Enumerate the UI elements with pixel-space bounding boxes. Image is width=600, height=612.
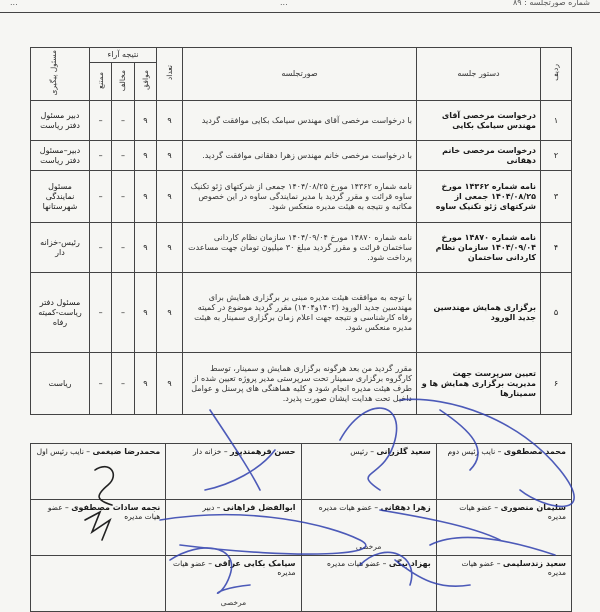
row-agenda: نامه شماره ۱۴۳۶۲ مورخ ۱۴۰۴/۰۸/۲۵ جمعی از شرکتهای ژئو تکنیک ساوه <box>417 171 541 223</box>
row-disagree: – <box>112 223 134 273</box>
row-agree: ۹ <box>134 101 156 141</box>
row-agenda: برگزاری همایش مهندسین جدید الورود <box>417 273 541 353</box>
row-result: نامه شماره ۱۴۳۶۲ مورخ ۱۴۰۴/۰۸/۲۵ جمعی از شرکتهای ژئو تکنیک ساوه قرائت و مقرر گردید با مدیر نمایندگی ساوه در این خصوص مکاتبه و نتیجه به هیئت مدیره منعکس شود. <box>183 171 417 223</box>
row-disagree: – <box>112 101 134 141</box>
row-disagree: – <box>112 171 134 223</box>
signature-cell: سیامک بکایی عراقی – عضو هیات مدیره مرخصی <box>166 556 301 612</box>
row-agree: ۹ <box>134 273 156 353</box>
table-row <box>31 223 572 273</box>
col-agree-header: موافق <box>134 63 156 101</box>
row-agenda: درخواست مرخصی آقای مهندس سیامک بکایی <box>417 101 541 141</box>
row-responsible: ریاست <box>31 353 90 415</box>
signatures-table <box>30 443 572 612</box>
table-row <box>31 353 572 415</box>
row-index: ۳ <box>541 171 572 223</box>
row-responsible: مسئول دفتر ریاست-کمیته رفاه <box>31 273 90 353</box>
row-index: ۴ <box>541 223 572 273</box>
col-agenda-header: دستور جلسه <box>417 48 541 101</box>
header-date: ... <box>280 0 288 7</box>
table-row <box>31 171 572 223</box>
row-index: ۶ <box>541 353 572 415</box>
row-abstain: – <box>90 171 112 223</box>
row-agenda: تعیین سرپرست جهت مدیریت برگزاری همایش ها و سمینارها <box>417 353 541 415</box>
row-abstain: – <box>90 273 112 353</box>
row-count: ۹ <box>157 171 183 223</box>
row-index: ۵ <box>541 273 572 353</box>
signature-cell: حسن فرهمندپور – خزانه دار <box>166 444 301 500</box>
col-vote-header: نتیجه آراء <box>90 48 157 63</box>
row-agree: ۹ <box>134 171 156 223</box>
signature-cell: سعید زندسلیمی – عضو هیات مدیره <box>436 556 571 612</box>
row-result: با درخواست مرخصی آقای مهندس سیامک بکایی موافقت گردید <box>183 101 417 141</box>
signature-cell: نجمه سادات مصطفوی – عضو هیات مدیره <box>31 500 166 556</box>
row-agree: ۹ <box>134 353 156 415</box>
signature-cell <box>31 556 166 612</box>
row-agenda: نامه شماره ۱۴۸۷۰ مورخ ۱۴۰۴/۰۹/۰۴ سازمان نظام کاردانی ساختمان <box>417 223 541 273</box>
col-disagree-header: مخالف <box>112 63 134 101</box>
table-row <box>31 273 572 353</box>
header-left: ... <box>10 0 18 7</box>
row-disagree: – <box>112 353 134 415</box>
row-count: ۹ <box>157 273 183 353</box>
row-count: ۹ <box>157 223 183 273</box>
col-count-header: تعداد <box>157 48 183 101</box>
row-agree: ۹ <box>134 141 156 171</box>
table-row <box>31 141 572 171</box>
header-strip <box>0 0 600 13</box>
row-abstain: – <box>90 101 112 141</box>
row-index: ۲ <box>541 141 572 171</box>
row-result: نامه شماره ۱۴۸۷۰ مورخ ۱۴۰۴/۰۹/۰۴ سازمان نظام کاردانی ساختمان قرائت و مقرر گردید مبلغ ۳۰ میلیون تومان جهت مساعدت پرداخت شود. <box>183 223 417 273</box>
signature-cell: بهزاد بیگی – عضو هیات مدیره <box>301 556 436 612</box>
signature-cell: سعید گلزرانی – رئیس <box>301 444 436 500</box>
minutes-table <box>30 47 572 415</box>
row-abstain: – <box>90 141 112 171</box>
row-count: ۹ <box>157 101 183 141</box>
row-result: با توجه به موافقت هیئت مدیره مبنی بر برگزاری همایش برای مهندسین جدید الورود (۱۴۰۳و۱۴۰۴) مقرر گردید موضوع در کمیته رفاه کارشناسی و نتیجه جهت اعلام زمان برگزاری سمینار به هیئت مدیره منعکس شود. <box>183 273 417 353</box>
row-responsible: مسئول نمایندگی شهرستانها <box>31 171 90 223</box>
row-index: ۱ <box>541 101 572 141</box>
row-disagree: – <box>112 141 134 171</box>
row-agenda: درخواست مرخصی خانم دهقانی <box>417 141 541 171</box>
table-row <box>31 101 572 141</box>
col-idx-header: ردیف <box>541 48 572 101</box>
signature-cell: ابوالفضل فراهانی – دبیر <box>166 500 301 556</box>
row-responsible: دبیر مسئول دفتر ریاست <box>31 101 90 141</box>
row-responsible: رئیس-خزانه دار <box>31 223 90 273</box>
row-abstain: – <box>90 223 112 273</box>
row-disagree: – <box>112 273 134 353</box>
row-abstain: – <box>90 353 112 415</box>
row-count: ۹ <box>157 353 183 415</box>
signature-cell: محمد مصطفوی – نایب رئیس دوم <box>436 444 571 500</box>
row-responsible: دبیر–مسئول دفتر ریاست <box>31 141 90 171</box>
signature-cell: سلیمان منصوری – عضو هیات مدیره <box>436 500 571 556</box>
minutes-number: شماره صورتجلسه : ۸۹ <box>513 0 590 7</box>
signature-cell: محمدرضا ضیغمی – نایب رئیس اول <box>31 444 166 500</box>
col-responsible-header: مسئول پیگیری <box>31 48 90 101</box>
row-count: ۹ <box>157 141 183 171</box>
row-result: با درخواست مرخصی خانم مهندس زهرا دهقانی موافقت گردید. <box>183 141 417 171</box>
signature-cell: زهرا دهقانی – عضو هیات مدیره مرخصی <box>301 500 436 556</box>
col-result-header: صورتجلسه <box>183 48 417 101</box>
row-result: مقرر گردید من بعد هرگونه برگزاری همایش و سمینار، توسط کارگروه برگزاری سمینار تحت سرپرستی مدیر پروژه تعیین شده از طرف هیئت مدیره انجام شود و کلیه هماهنگی های پرسنل و عوامل داخیل تحت هدایت ایشان صورت پذیرد. <box>183 353 417 415</box>
row-agree: ۹ <box>134 223 156 273</box>
col-abstain-header: ممتنع <box>90 63 112 101</box>
